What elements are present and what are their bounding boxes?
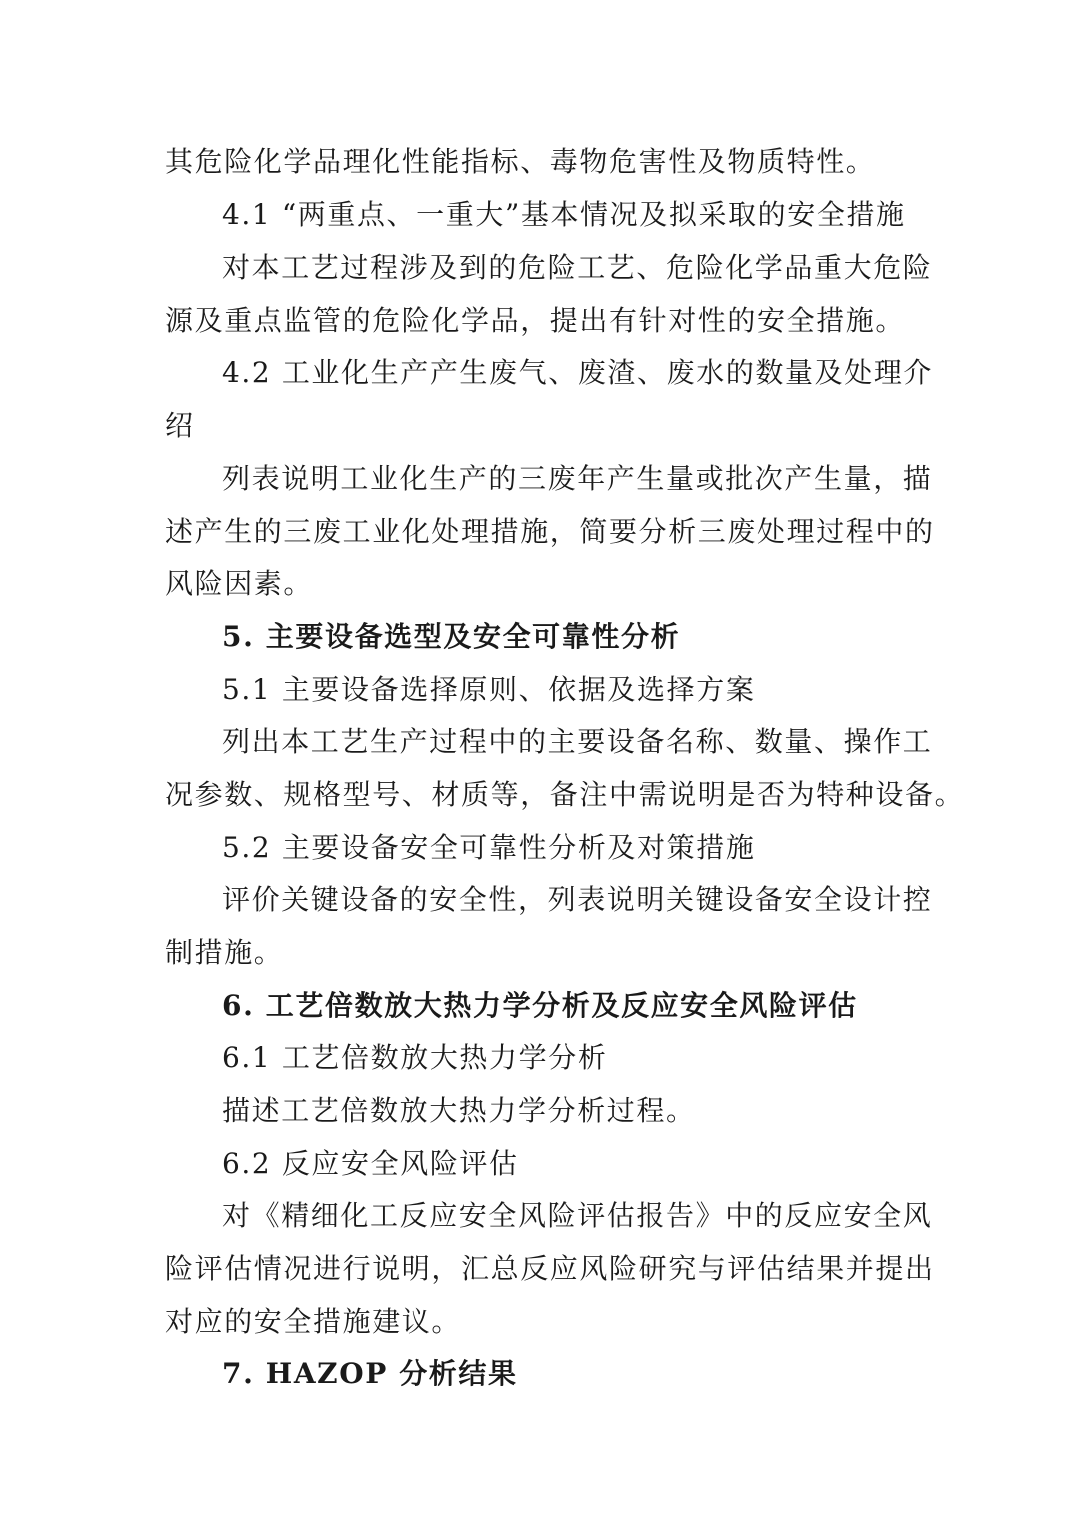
paragraph-line: 描述工艺倍数放大热力学分析过程。	[222, 1094, 696, 1127]
paragraph-line: 对《精细化工反应安全风险评估报告》中的反应安全风	[222, 1199, 933, 1232]
paragraph-line: 对本工艺过程涉及到的危险工艺、危险化学品重大危险	[222, 251, 933, 284]
paragraph-line: 源及重点监管的危险化学品，提出有针对性的安全措施。	[165, 304, 906, 337]
subsection-heading-4-1: 4.1 “两重点、一重大”基本情况及拟采取的安全措施	[222, 198, 906, 231]
subsection-heading-5-2: 5.2 主要设备安全可靠性分析及对策措施	[222, 831, 756, 864]
paragraph-line: 评价关键设备的安全性，列表说明关键设备安全设计控	[222, 883, 933, 916]
section-heading-5: 5. 主要设备选型及安全可靠性分析	[222, 620, 681, 653]
subsection-heading-6-1: 6.1 工艺倍数放大热力学分析	[222, 1041, 608, 1074]
paragraph-line: 列出本工艺生产过程中的主要设备名称、数量、操作工	[222, 725, 933, 758]
paragraph-line: 风险因素。	[165, 567, 314, 600]
subsection-heading-4-2: 4.2 工业化生产产生废气、废渣、废水的数量及处理介	[222, 356, 934, 389]
paragraph-line: 制措施。	[165, 936, 284, 969]
paragraph-line: 险评估情况进行说明，汇总反应风险研究与评估结果并提出	[165, 1252, 935, 1285]
paragraph-line: 其危险化学品理化性能指标、毒物危害性及物质特性。	[165, 145, 876, 178]
paragraph-line: 述产生的三废工业化处理措施，简要分析三废处理过程中的	[165, 515, 935, 548]
subsection-heading-6-2: 6.2 反应安全风险评估	[222, 1147, 519, 1180]
subsection-heading-5-1: 5.1 主要设备选择原则、依据及选择方案	[222, 673, 756, 706]
section-heading-7: 7. HAZOP 分析结果	[222, 1357, 518, 1390]
subsection-heading-4-2-continued: 绍	[165, 409, 195, 442]
section-heading-6: 6. 工艺倍数放大热力学分析及反应安全风险评估	[222, 989, 858, 1022]
paragraph-line: 列表说明工业化生产的三废年产生量或批次产生量，描	[222, 462, 933, 495]
paragraph-line: 况参数、规格型号、材质等，备注中需说明是否为特种设备。	[165, 778, 965, 811]
paragraph-line: 对应的安全措施建议。	[165, 1305, 462, 1338]
